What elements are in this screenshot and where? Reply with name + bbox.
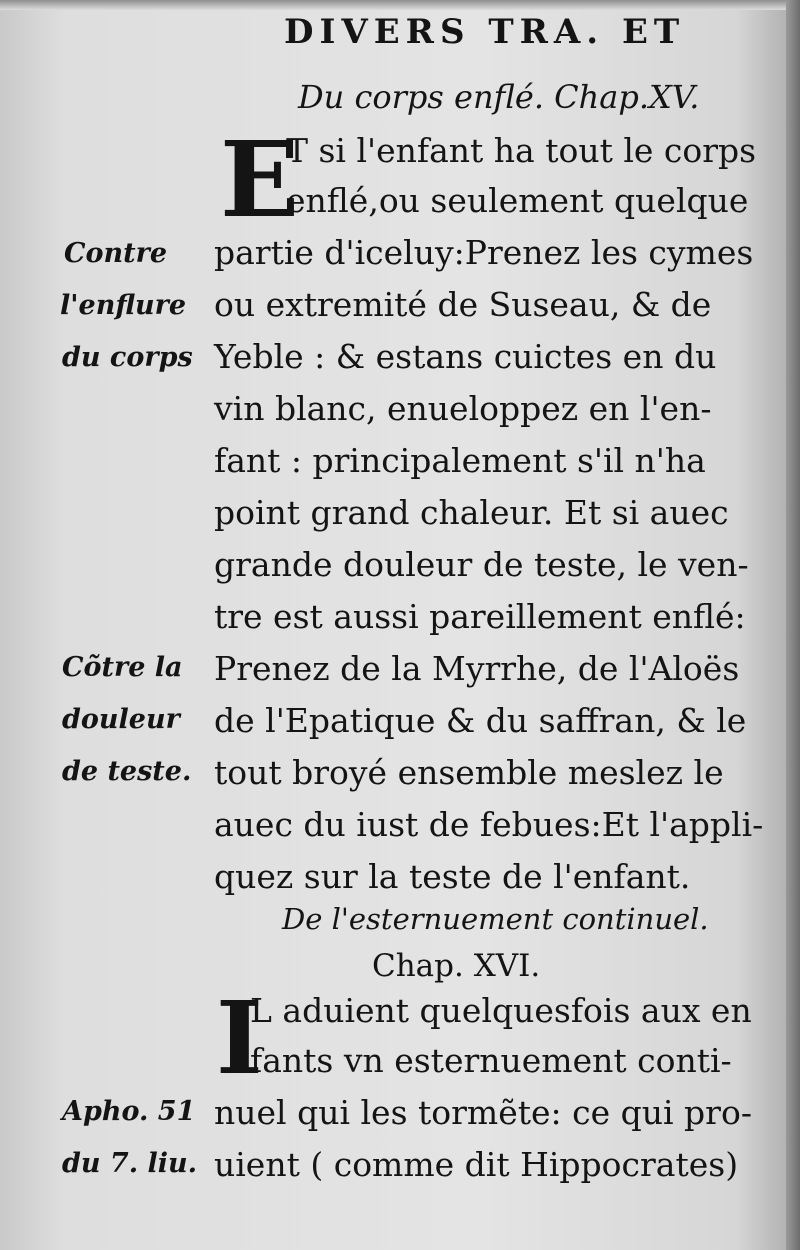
text-line: auec du iust de febues:Et l'appli-	[214, 805, 764, 844]
chapter-16-number: Chap. XVI.	[372, 948, 541, 984]
margin-note: Contre	[64, 238, 168, 269]
text-line: L aduient quelquesfois aux en	[250, 991, 752, 1030]
text-line: vin blanc, enueloppez en l'en-	[214, 389, 712, 428]
text-line: point grand chaleur. Et si auec	[214, 493, 729, 532]
margin-note: Apho. 51	[62, 1096, 196, 1127]
margin-note: du corps	[62, 342, 193, 373]
chapter-15-title: Du corps enflé. Chap.XV.	[298, 78, 700, 116]
running-head: DIVERS TRA. ET	[284, 12, 686, 52]
text-line: nuel qui les tormẽte: ce qui pro-	[214, 1093, 752, 1132]
text-line: T si l'enfant ha tout le corps	[286, 131, 757, 170]
text-line: enflé,ou seulement quelque	[286, 181, 749, 220]
chapter-16-dropcap: I	[216, 979, 263, 1097]
margin-note: du 7. liu.	[62, 1148, 198, 1179]
text-line: ou extremité de Suseau, & de	[214, 285, 712, 324]
text-line: Prenez de la Myrrhe, de l'Aloës	[214, 649, 740, 688]
text-line: fant : principalement s'il n'ha	[214, 441, 706, 480]
text-line: partie d'iceluy:Prenez les cymes	[214, 233, 754, 272]
margin-note: de teste.	[62, 756, 192, 787]
text-line: de l'Epatique & du saffran, & le	[214, 701, 747, 740]
chapter-15-dropcap: E	[220, 118, 300, 241]
chapter-16-title: De l'esternuement continuel.	[282, 902, 709, 936]
text-line: quez sur la teste de l'enfant.	[214, 857, 691, 896]
margin-note: douleur	[62, 704, 180, 735]
text-line: fants vn esternuement conti-	[250, 1041, 732, 1080]
text-line: grande douleur de teste, le ven-	[214, 545, 749, 584]
page-gutter	[786, 0, 800, 1250]
text-line: Yeble : & estans cuictes en du	[214, 337, 717, 376]
text-line: uient ( comme dit Hippocrates)	[214, 1145, 739, 1184]
text-line: tout broyé ensemble meslez le	[214, 753, 724, 792]
text-line: tre est aussi pareillement enflé:	[214, 597, 746, 636]
margin-note: Cõtre la	[62, 652, 183, 683]
margin-note: l'enflure	[60, 290, 186, 321]
page-top-shadow	[0, 0, 800, 10]
